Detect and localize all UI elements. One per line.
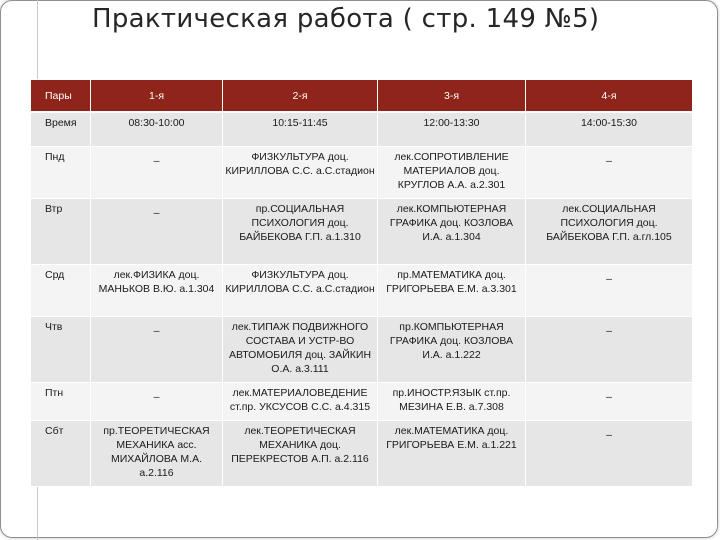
header-cell-3: 3-я — [378, 80, 526, 113]
day-cell: Срд — [31, 264, 91, 316]
lesson-cell — [91, 146, 223, 198]
page-title: Практическая работа ( стр. 149 №5) — [92, 4, 600, 34]
header-cell-4: 4-я — [526, 80, 693, 113]
table-row — [31, 316, 693, 382]
lesson-cell — [91, 198, 223, 264]
table-row — [31, 198, 693, 264]
lesson-cell: пр.ТЕОРЕТИЧЕСКАЯ МЕХАНИКА асс. МИХАЙЛОВА М.А. а.2.116 — [91, 420, 223, 486]
lesson-cell — [526, 146, 693, 198]
table-row — [31, 146, 693, 198]
day-cell: Сбт — [31, 420, 91, 486]
lesson-cell — [526, 382, 693, 420]
table-row — [31, 420, 693, 486]
header-cell-2: 2-я — [223, 80, 378, 113]
lesson-cell — [91, 316, 223, 382]
day-cell: Птн — [31, 382, 91, 420]
time-cell-4: 14:00-15:30 — [526, 112, 693, 146]
lesson-cell: лек.МАТЕМАТИКА доц. ГРИГОРЬЕВА Е.М. а.1.221 — [378, 420, 526, 486]
time-cell-2: 10:15-11:45 — [223, 112, 378, 146]
empty-dash: – — [606, 324, 612, 337]
day-cell: Втр — [31, 198, 91, 264]
empty-dash: – — [606, 272, 612, 285]
lesson-cell: лек.ТИПАЖ ПОДВИЖНОГО СОСТАВА И УСТР-ВО АВТОМОБИЛЯ доц. ЗАЙКИН О.А. а.3.111 — [223, 316, 378, 382]
empty-dash: – — [153, 324, 160, 337]
day-cell: Пнд — [31, 146, 91, 198]
lesson-cell: пр.КОМПЬЮТЕРНАЯ ГРАФИКА доц. КОЗЛОВА И.А. а.1.222 — [378, 316, 526, 382]
lesson-cell: лек.ТЕОРЕТИЧЕСКАЯ МЕХАНИКА доц. ПЕРЕКРЕСТОВ А.П. а.2.116 — [223, 420, 378, 486]
lesson-cell: лек.ФИЗИКА доц. МАНЬКОВ В.Ю. а.1.304 — [91, 264, 223, 316]
schedule-table — [30, 79, 693, 487]
table-row — [31, 382, 693, 420]
lesson-cell: ФИЗКУЛЬТУРА доц. КИРИЛЛОВА С.С. а.С.стадион — [223, 146, 378, 198]
header-cell-pairs: Пары — [31, 80, 91, 113]
time-cell-1: 08:30-10:00 — [91, 112, 223, 146]
lesson-cell: лек.СОЦИАЛЬНАЯ ПСИХОЛОГИЯ доц. БАЙБЕКОВА Г.П. а.гл.105 — [526, 198, 693, 264]
empty-dash: – — [153, 154, 160, 167]
empty-dash: – — [153, 206, 160, 219]
lesson-cell: ФИЗКУЛЬТУРА доц. КИРИЛЛОВА С.С. а.С.стадион — [223, 264, 378, 316]
lesson-cell: лек.КОМПЬЮТЕРНАЯ ГРАФИКА доц. КОЗЛОВА И.А. а.1.304 — [378, 198, 526, 264]
lesson-cell: лек.МАТЕРИАЛОВЕДЕНИЕ ст.пр. УКСУСОВ С.С. а.4.315 — [223, 382, 378, 420]
lesson-cell: лек.СОПРОТИВЛЕНИЕ МАТЕРИАЛОВ доц. КРУГЛОВ А.А. а.2.301 — [378, 146, 526, 198]
time-row — [31, 112, 693, 146]
empty-dash: – — [606, 428, 612, 441]
table-row — [31, 264, 693, 316]
lesson-cell: пр.СОЦИАЛЬНАЯ ПСИХОЛОГИЯ доц. БАЙБЕКОВА Г.П. а.1.310 — [223, 198, 378, 264]
lesson-cell: пр.МАТЕМАТИКА доц. ГРИГОРЬЕВА Е.М. а.3.301 — [378, 264, 526, 316]
empty-dash: – — [606, 154, 612, 167]
time-label: Время — [31, 112, 91, 146]
lesson-cell — [91, 382, 223, 420]
empty-dash: – — [153, 390, 160, 403]
lesson-cell: пр.ИНОСТР.ЯЗЫК ст.пр. МЕЗИНА Е.В. а.7.308 — [378, 382, 526, 420]
empty-dash: – — [606, 390, 612, 403]
header-row — [31, 80, 693, 113]
lesson-cell — [526, 264, 693, 316]
lesson-cell — [526, 316, 693, 382]
lesson-cell — [526, 420, 693, 486]
header-cell-1: 1-я — [91, 80, 223, 113]
time-cell-3: 12:00-13:30 — [378, 112, 526, 146]
day-cell: Чтв — [31, 316, 91, 382]
